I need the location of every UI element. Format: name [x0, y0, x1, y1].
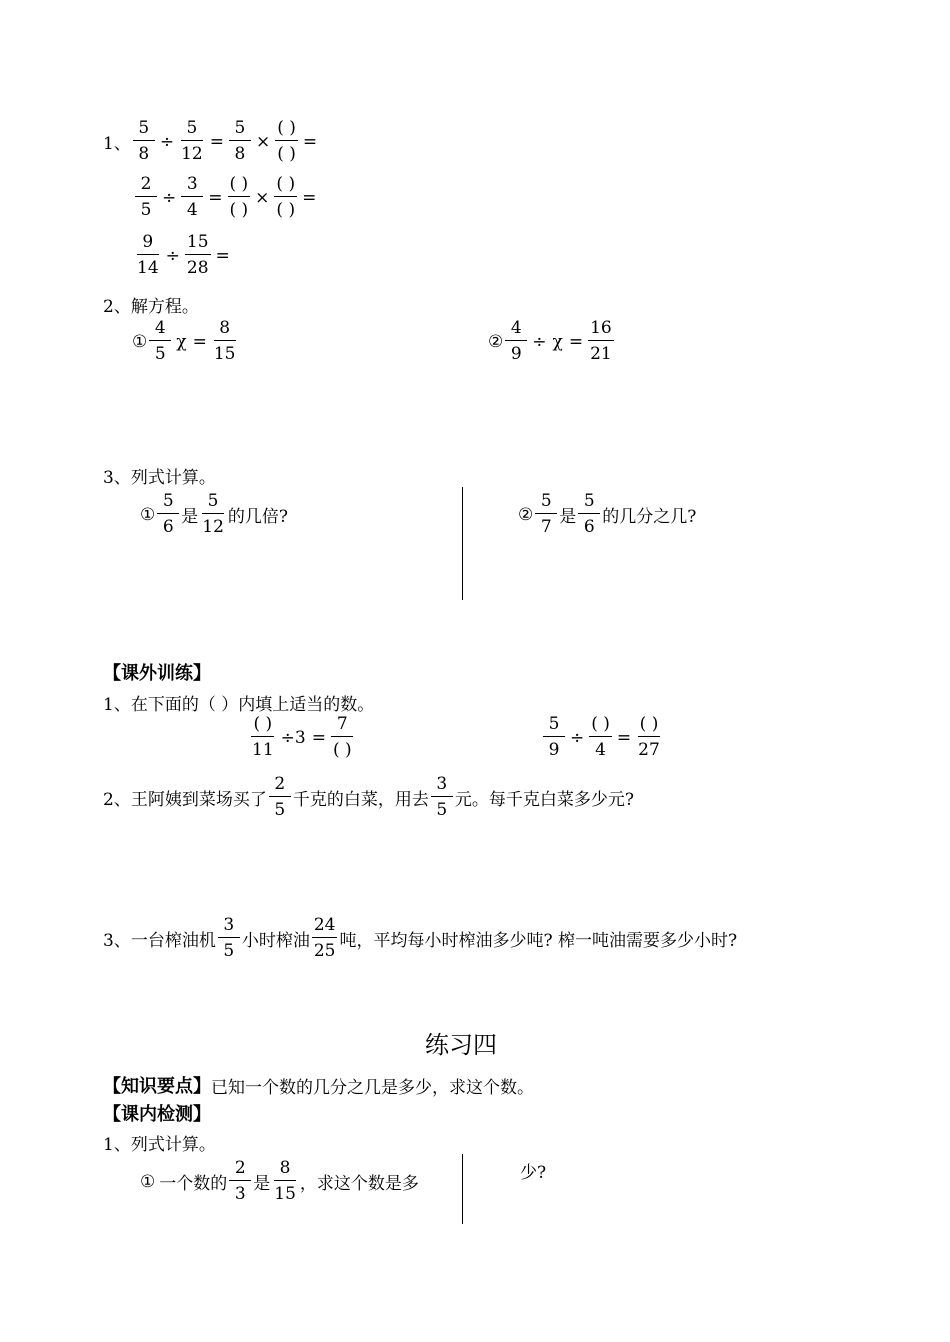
s3-heading: 3、列式计算。 [103, 468, 216, 488]
circle-number: ② [488, 331, 504, 352]
fraction-blank[interactable]: $\frac{( )}{( )}$ [276, 174, 296, 220]
ex4-question-1 [140, 1160, 419, 1203]
equals-sign: = [616, 727, 632, 748]
equals-sign: = [215, 245, 230, 266]
equals-sign: = [568, 331, 584, 352]
equals-sign: = [302, 187, 317, 208]
extra-heading: 【课外训练】 [103, 663, 211, 684]
circle-number: ② [518, 504, 534, 525]
equals-sign: = [208, 187, 223, 208]
text: ，求这个数是多 [299, 1174, 419, 1194]
knowledge-points [103, 1072, 534, 1098]
s3-question-2 [518, 493, 696, 536]
ex4-question-1-cont: 少? [520, 1163, 547, 1183]
fraction: $\frac{4}{5}$ [149, 320, 171, 363]
fraction: $\frac{5}{6}$ [157, 493, 179, 536]
exercise-4-title: 练习四 [425, 1031, 497, 1059]
s2-heading: 2、解方程。 [103, 297, 199, 317]
fraction-blank[interactable]: $\frac{( )}{11}$ [252, 714, 274, 760]
fraction-blank[interactable]: $\frac{7}{( )}$ [332, 714, 352, 760]
fraction-blank[interactable]: $\frac{( )}{( )}$ [229, 174, 249, 220]
fraction: $\frac{16}{21}$ [590, 318, 612, 364]
variable-x: χ [176, 331, 187, 352]
text: 的几分之几? [602, 507, 697, 527]
text: 吨，平均每小时榨油多少吨? 榨一吨油需要多少小时? [339, 931, 738, 951]
s2-equation-1 [132, 320, 239, 363]
fraction: $\frac{5}{7}$ [535, 493, 557, 536]
text: 2、王阿姨到菜场买了 [103, 790, 267, 810]
text: 千克的白菜，用去 [292, 790, 429, 810]
fraction: $\frac{8}{15}$ [274, 1158, 296, 1204]
multiply-sign: × [255, 131, 271, 152]
s1-row1 [103, 120, 320, 163]
divide-sign: ÷ [159, 131, 175, 152]
variable-x: χ [552, 331, 563, 352]
text: 小时榨油 [241, 931, 310, 951]
circle-number: ① [132, 331, 148, 352]
extra-p3 [103, 917, 737, 960]
multiply-sign: × [255, 187, 270, 208]
divide-sign: ÷ [165, 245, 180, 266]
fraction: $\frac{24}{25}$ [313, 915, 336, 961]
class-check-heading: 【课内检测】 [103, 1104, 211, 1125]
s1-row3 [133, 234, 233, 277]
fraction-blank[interactable]: $\frac{( )}{4}$ [591, 714, 610, 760]
fraction: $\frac{5}{6}$ [578, 493, 600, 536]
s1-row2 [133, 176, 319, 219]
fraction: $\frac{2}{5}$ [269, 776, 291, 819]
knowledge-label: 【知识要点】 [103, 1076, 211, 1097]
extra-p1-text: 1、在下面的（ ）内填上适当的数。 [103, 695, 375, 715]
text: 3、一台榨油机 [103, 931, 216, 951]
equals-sign: = [209, 131, 224, 152]
fraction-blank[interactable]: $\frac{( )}{( )}$ [277, 118, 296, 164]
fraction: $\frac{3}{5}$ [218, 917, 240, 960]
fraction: $\frac{9}{14}$ [137, 232, 159, 278]
fraction: $\frac{15}{28}$ [186, 232, 209, 278]
circle-number: ① [140, 1171, 156, 1192]
fraction: $\frac{3}{5}$ [431, 776, 453, 819]
fraction: $\frac{2}{5}$ [135, 176, 157, 219]
fraction: $\frac{8}{15}$ [213, 318, 236, 364]
fraction: $\frac{5}{9}$ [543, 716, 565, 759]
extra-p2 [103, 776, 634, 819]
divider-line [462, 487, 463, 600]
divide-sign: ÷ [532, 331, 547, 352]
fraction: $\frac{3}{4}$ [181, 176, 203, 219]
fraction: $\frac{5}{8}$ [229, 120, 251, 163]
fraction: $\frac{2}{3}$ [229, 1160, 251, 1203]
fraction: $\frac{4}{9}$ [505, 320, 527, 363]
text: 的几倍? [227, 507, 289, 527]
divide-sign: ÷3 [280, 727, 306, 748]
divide-sign: ÷ [162, 187, 177, 208]
fraction: $\frac{5}{12}$ [181, 118, 203, 164]
knowledge-text: 已知一个数的几分之几是多少，求这个数。 [211, 1077, 534, 1098]
text: 是 [559, 507, 577, 527]
fraction-blank[interactable]: $\frac{( )}{27}$ [638, 714, 660, 760]
divider-line [462, 1154, 463, 1224]
s3-question-1 [140, 493, 288, 536]
fraction: $\frac{5}{8}$ [133, 120, 155, 163]
circle-number: ① [140, 504, 156, 525]
ex4-q-heading: 1、列式计算。 [103, 1135, 216, 1155]
s2-equation-2 [488, 320, 616, 363]
divide-sign: ÷ [570, 727, 585, 748]
text: 是 [253, 1174, 271, 1194]
text: 一个数的 [159, 1174, 228, 1194]
fraction: $\frac{5}{12}$ [202, 491, 224, 537]
s1-number: 1、 [103, 134, 131, 154]
text: 元。每千克白菜多少元? [454, 790, 634, 810]
extra-p1-formula-2 [541, 716, 664, 759]
equals-sign: = [311, 727, 326, 748]
equals-sign: = [192, 331, 207, 352]
text: 是 [181, 507, 199, 527]
extra-p1-formula-1 [248, 716, 356, 759]
equals-sign: = [302, 131, 318, 152]
